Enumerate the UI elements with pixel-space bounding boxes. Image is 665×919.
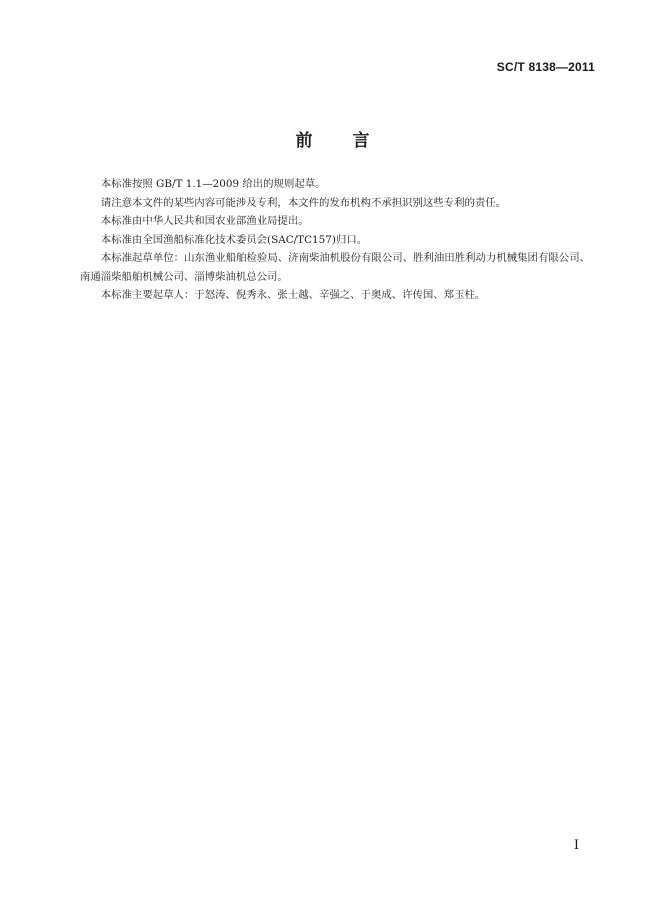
paragraph-drafters: 本标准主要起草人：于怒涛、倪秀永、张士越、辛强之、于奥成、许传国、郑玉柱。 — [100, 289, 486, 301]
paragraph-patent-notice: 请注意本文件的某些内容可能涉及专利，本文件的发布机构不承担识别这些专利的责任。 — [100, 196, 507, 209]
page-number: I — [573, 838, 579, 853]
standard-number: SC/T 8138—2011 — [496, 60, 595, 74]
paragraph-drafting-rules: 本标准按照 GB/T 1.1—2009 给出的规则起草。 — [100, 178, 326, 190]
paragraph-technical-committee: 本标准由全国渔船标准化技术委员会(SAC/TC157)归口。 — [100, 233, 368, 246]
foreword-body — [80, 175, 590, 305]
page-title: 前言 — [295, 131, 410, 151]
paragraph-drafting-units: 本标准起草单位：山东渔业船舶检验局、济南柴油机股份有限公司、胜利油田胜利动力机械集团有限公司、南通淄柴船舶机械公司、淄博柴油机总公司。 — [80, 252, 590, 283]
paragraph-proposer: 本标准由中华人民共和国农业部渔业局提出。 — [100, 215, 309, 227]
